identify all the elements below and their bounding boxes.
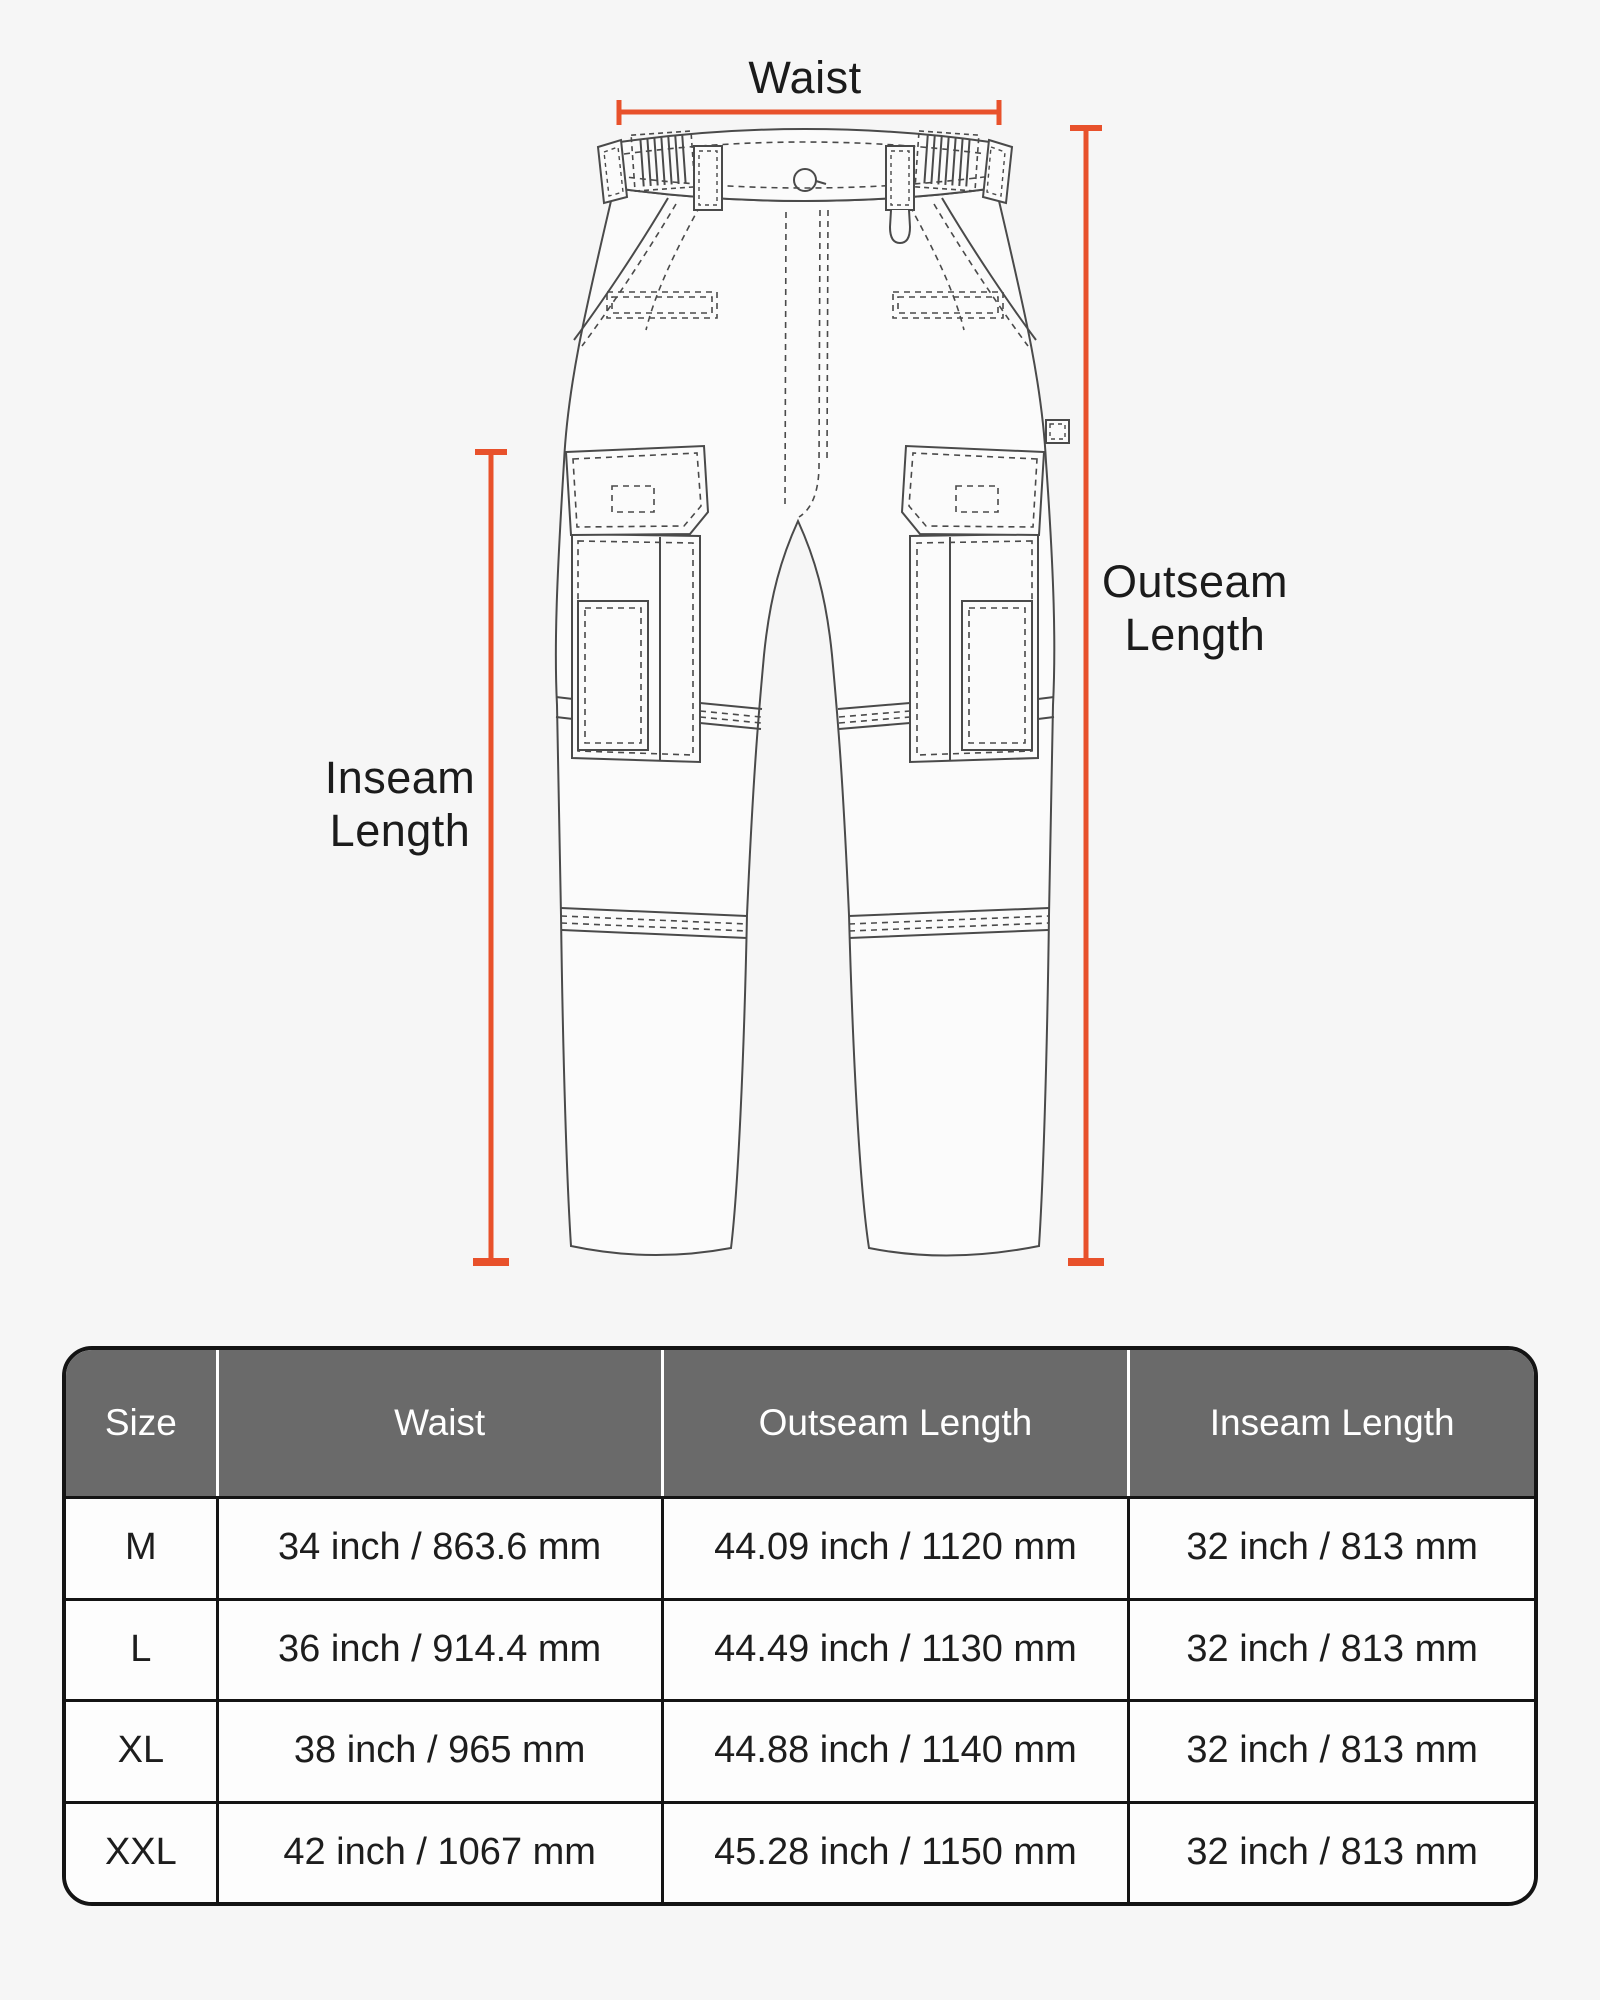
column-header-inseam: Inseam Length	[1127, 1350, 1534, 1496]
outseam-length-label: Outseam Length	[1101, 556, 1289, 660]
size-cell: XL	[66, 1699, 216, 1801]
outseam-cell: 44.09 inch / 1120 mm	[661, 1496, 1128, 1598]
outseam-measure-line	[1068, 128, 1104, 1263]
inseam-cell: 32 inch / 813 mm	[1127, 1801, 1534, 1903]
inseam-cell: 32 inch / 813 mm	[1127, 1598, 1534, 1700]
column-header-waist: Waist	[216, 1350, 661, 1496]
waist-cell: 34 inch / 863.6 mm	[216, 1496, 661, 1598]
belt-loop-right	[886, 146, 914, 210]
outseam-cell: 44.49 inch / 1130 mm	[661, 1598, 1128, 1700]
outseam-cell: 45.28 inch / 1150 mm	[661, 1801, 1128, 1903]
inseam-cell: 32 inch / 813 mm	[1127, 1699, 1534, 1801]
inseam-cell: 32 inch / 813 mm	[1127, 1496, 1534, 1598]
waist-cell: 38 inch / 965 mm	[216, 1699, 661, 1801]
cargo-pocket-right	[902, 446, 1044, 762]
size-cell: XXL	[66, 1801, 216, 1903]
inseam-length-label: Inseam Length	[324, 752, 476, 856]
inseam-measure-line	[473, 452, 509, 1263]
column-header-size: Size	[66, 1350, 216, 1496]
hanging-loop	[890, 210, 910, 243]
waist-label: Waist	[748, 52, 862, 103]
belt-loop-left	[694, 146, 722, 210]
cargo-pocket-left	[566, 446, 708, 762]
size-table	[62, 1346, 1538, 1906]
column-header-outseam: Outseam Length	[661, 1350, 1128, 1496]
waist-cell: 42 inch / 1067 mm	[216, 1801, 661, 1903]
size-cell: L	[66, 1598, 216, 1700]
waist-cell: 36 inch / 914.4 mm	[216, 1598, 661, 1700]
outseam-cell: 44.88 inch / 1140 mm	[661, 1699, 1128, 1801]
side-tab	[1046, 420, 1069, 443]
size-cell: M	[66, 1496, 216, 1598]
